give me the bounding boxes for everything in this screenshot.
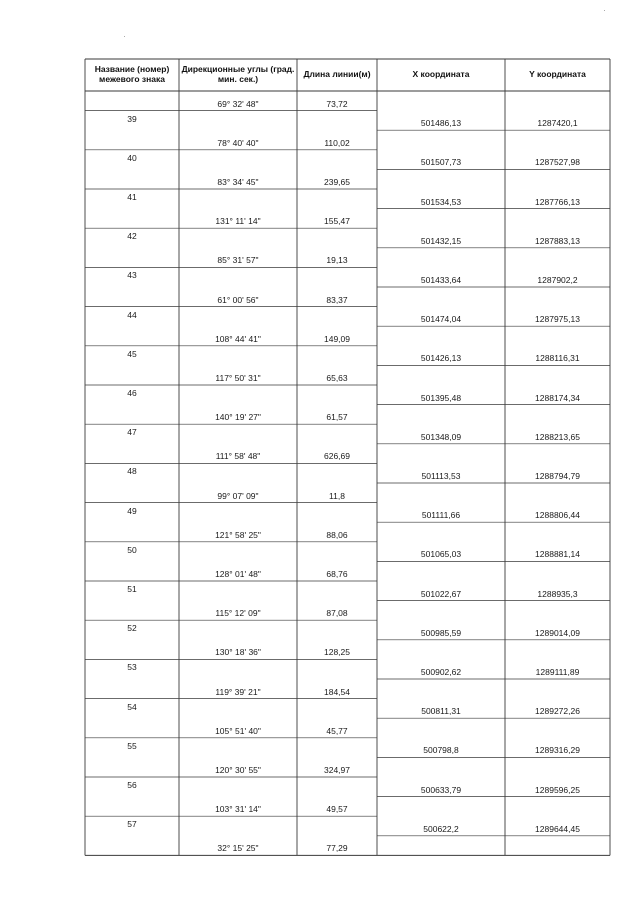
cell-angle: 99° 07' 09"	[217, 490, 259, 501]
table-row	[85, 816, 610, 836]
table-row	[85, 640, 610, 660]
cell-length: 65,63	[326, 372, 348, 383]
cell-number: 53	[127, 662, 137, 673]
cell-y: 1289644,45	[535, 823, 580, 834]
cell-number: 47	[127, 427, 137, 438]
cell-length: 73,72	[326, 98, 348, 109]
cell-x: 500622,2	[423, 823, 459, 834]
table-row	[85, 797, 610, 817]
table-row	[85, 581, 610, 601]
table-row	[85, 287, 610, 307]
cell-number: 49	[127, 505, 137, 516]
cell-angle: 78° 40' 40"	[217, 137, 259, 148]
cell-number: 55	[127, 740, 137, 751]
cell-x: 500633,79	[420, 784, 462, 795]
cell-y: 1287766,13	[535, 196, 580, 207]
cell-length: 11,8	[329, 490, 345, 501]
table-row	[85, 91, 610, 111]
cell-x: 500902,62	[420, 666, 462, 677]
table-row	[85, 111, 610, 131]
cell-angle: 105° 51' 40"	[215, 725, 261, 736]
cell-angle: 119° 39' 21"	[215, 686, 261, 697]
table-row	[85, 679, 610, 699]
table-row	[85, 130, 610, 150]
cell-y: 1289316,29	[535, 745, 580, 756]
cell-x: 501486,13	[420, 118, 462, 129]
coordinates-table	[85, 59, 610, 855]
cell-number: 46	[127, 388, 137, 398]
cell-length: 77,29	[326, 843, 348, 854]
cell-number: 57	[127, 819, 137, 830]
cell-y: 1288116,31	[535, 353, 580, 364]
cell-angle: 61° 00' 56"	[217, 294, 259, 305]
cell-y: 1289014,09	[535, 627, 580, 638]
cell-x: 501507,73	[420, 157, 462, 168]
cell-y: 1287883,13	[535, 235, 580, 246]
cell-y: 1287975,13	[535, 314, 580, 325]
table-row	[85, 150, 610, 170]
cell-y: 1288881,14	[535, 549, 580, 560]
table-row	[85, 561, 610, 581]
table-row	[85, 836, 610, 856]
cell-angle: 85° 31' 57"	[217, 255, 259, 266]
cell-angle: 83° 34' 45"	[217, 176, 259, 187]
cell-length: 87,08	[326, 608, 348, 619]
table-row	[85, 307, 610, 327]
table-row	[85, 620, 610, 640]
table-row	[85, 169, 610, 189]
table-row	[85, 346, 610, 366]
cell-length: 61,57	[326, 412, 348, 423]
header-angle: Дирекционные углы (град. мин. сек.)	[181, 64, 295, 84]
cell-y: 1288935,3	[537, 588, 578, 599]
cell-angle: 108° 44' 41"	[215, 333, 261, 344]
header-number: Название (номер) межевого знака	[94, 64, 170, 84]
table-row	[85, 189, 610, 209]
header-length: Длина линии(м)	[303, 69, 371, 80]
cell-x: 501433,64	[420, 274, 462, 285]
cell-number: 56	[127, 780, 137, 790]
scan-speck	[124, 36, 125, 37]
cell-x: 501432,15	[420, 235, 462, 246]
cell-number: 42	[127, 231, 137, 242]
cell-y: 1288806,44	[535, 510, 580, 521]
table-row	[85, 757, 610, 777]
cell-y: 1288213,65	[535, 431, 580, 442]
cell-length: 110,02	[324, 137, 350, 148]
cell-number: 41	[127, 192, 137, 202]
table-row	[85, 601, 610, 621]
cell-length: 184,54	[324, 686, 350, 697]
cell-angle: 140° 19' 27"	[215, 412, 261, 423]
cell-angle: 120° 30' 55"	[215, 764, 261, 775]
cell-y: 1287527,98	[535, 157, 580, 168]
table-row	[85, 444, 610, 464]
cell-length: 45,77	[326, 725, 348, 736]
cell-angle: 115° 12' 09"	[215, 608, 261, 619]
cell-number: 44	[127, 309, 137, 320]
cell-number: 48	[127, 466, 137, 477]
cell-length: 83,37	[326, 294, 348, 305]
table-row	[85, 228, 610, 248]
cell-number: 45	[127, 348, 137, 359]
table-row	[85, 542, 610, 562]
cell-length: 239,65	[324, 176, 350, 187]
cell-x: 501065,03	[420, 549, 462, 560]
table-row	[85, 365, 610, 385]
cell-length: 149,09	[324, 333, 350, 344]
cell-y: 1287902,2	[537, 274, 578, 285]
cell-angle: 128° 01' 48"	[215, 568, 261, 579]
cell-number: 43	[127, 270, 137, 281]
table-row	[85, 463, 610, 483]
cell-angle: 117° 50' 31"	[215, 372, 261, 383]
table-row	[85, 699, 610, 719]
cell-x: 500811,31	[421, 706, 461, 717]
cell-x: 501534,53	[420, 196, 462, 207]
cell-number: 54	[127, 701, 137, 712]
cell-length: 626,69	[324, 451, 350, 462]
table-row	[85, 718, 610, 738]
cell-number: 51	[127, 584, 137, 594]
cell-length: 49,57	[326, 804, 348, 815]
cell-x: 501022,67	[420, 588, 462, 599]
cell-number: 50	[127, 544, 137, 555]
table-row	[85, 424, 610, 444]
table-row	[85, 659, 610, 679]
table-row	[85, 777, 610, 797]
cell-y: 1288794,79	[535, 470, 580, 481]
cell-angle: 111° 58' 48"	[215, 451, 261, 462]
header-x: X координата	[412, 69, 470, 80]
table-row	[85, 209, 610, 229]
cell-angle: 103° 31' 14"	[215, 804, 261, 815]
table-row	[85, 503, 610, 523]
cell-x: 501426,13	[420, 353, 462, 364]
cell-angle: 121° 58' 25"	[215, 529, 261, 540]
table-row	[85, 522, 610, 542]
table-row	[85, 267, 610, 287]
cell-x: 501395,48	[420, 392, 462, 403]
cell-x: 500985,59	[420, 627, 462, 638]
table-row	[85, 738, 610, 758]
cell-number: 52	[127, 623, 137, 634]
cell-length: 88,06	[326, 529, 348, 540]
table-row	[85, 385, 610, 405]
cell-y: 1289111,89	[535, 666, 580, 677]
cell-angle: 130° 18' 36"	[215, 647, 261, 658]
cell-x: 501111,66	[421, 510, 461, 521]
cell-x: 500798,8	[423, 745, 459, 756]
cell-angle: 69° 32' 48"	[217, 98, 259, 109]
header-y: Y координата	[529, 69, 586, 80]
cell-length: 128,25	[324, 647, 350, 658]
cell-length: 68,76	[326, 568, 348, 579]
cell-length: 19,13	[326, 255, 348, 266]
cell-length: 324,97	[324, 764, 350, 775]
cell-x: 501474,04	[420, 314, 462, 325]
cell-x: 501348,09	[420, 431, 462, 442]
cell-y: 1288174,34	[535, 392, 580, 403]
table-header	[85, 59, 610, 91]
cell-y: 1289272,26	[535, 706, 580, 717]
cell-x: 501113,53	[421, 470, 461, 481]
cell-y: 1289596,25	[535, 784, 580, 795]
table-row	[85, 248, 610, 268]
table-row	[85, 326, 610, 346]
table-row	[85, 405, 610, 425]
scan-speck	[604, 10, 605, 11]
cell-length: 155,47	[324, 216, 350, 227]
cell-number: 39	[127, 113, 137, 124]
cell-angle: 131° 11' 14"	[215, 216, 261, 227]
cell-y: 1287420,1	[537, 118, 578, 129]
cell-angle: 32° 15' 25"	[217, 843, 259, 854]
table-row	[85, 483, 610, 503]
cell-number: 40	[127, 152, 137, 163]
